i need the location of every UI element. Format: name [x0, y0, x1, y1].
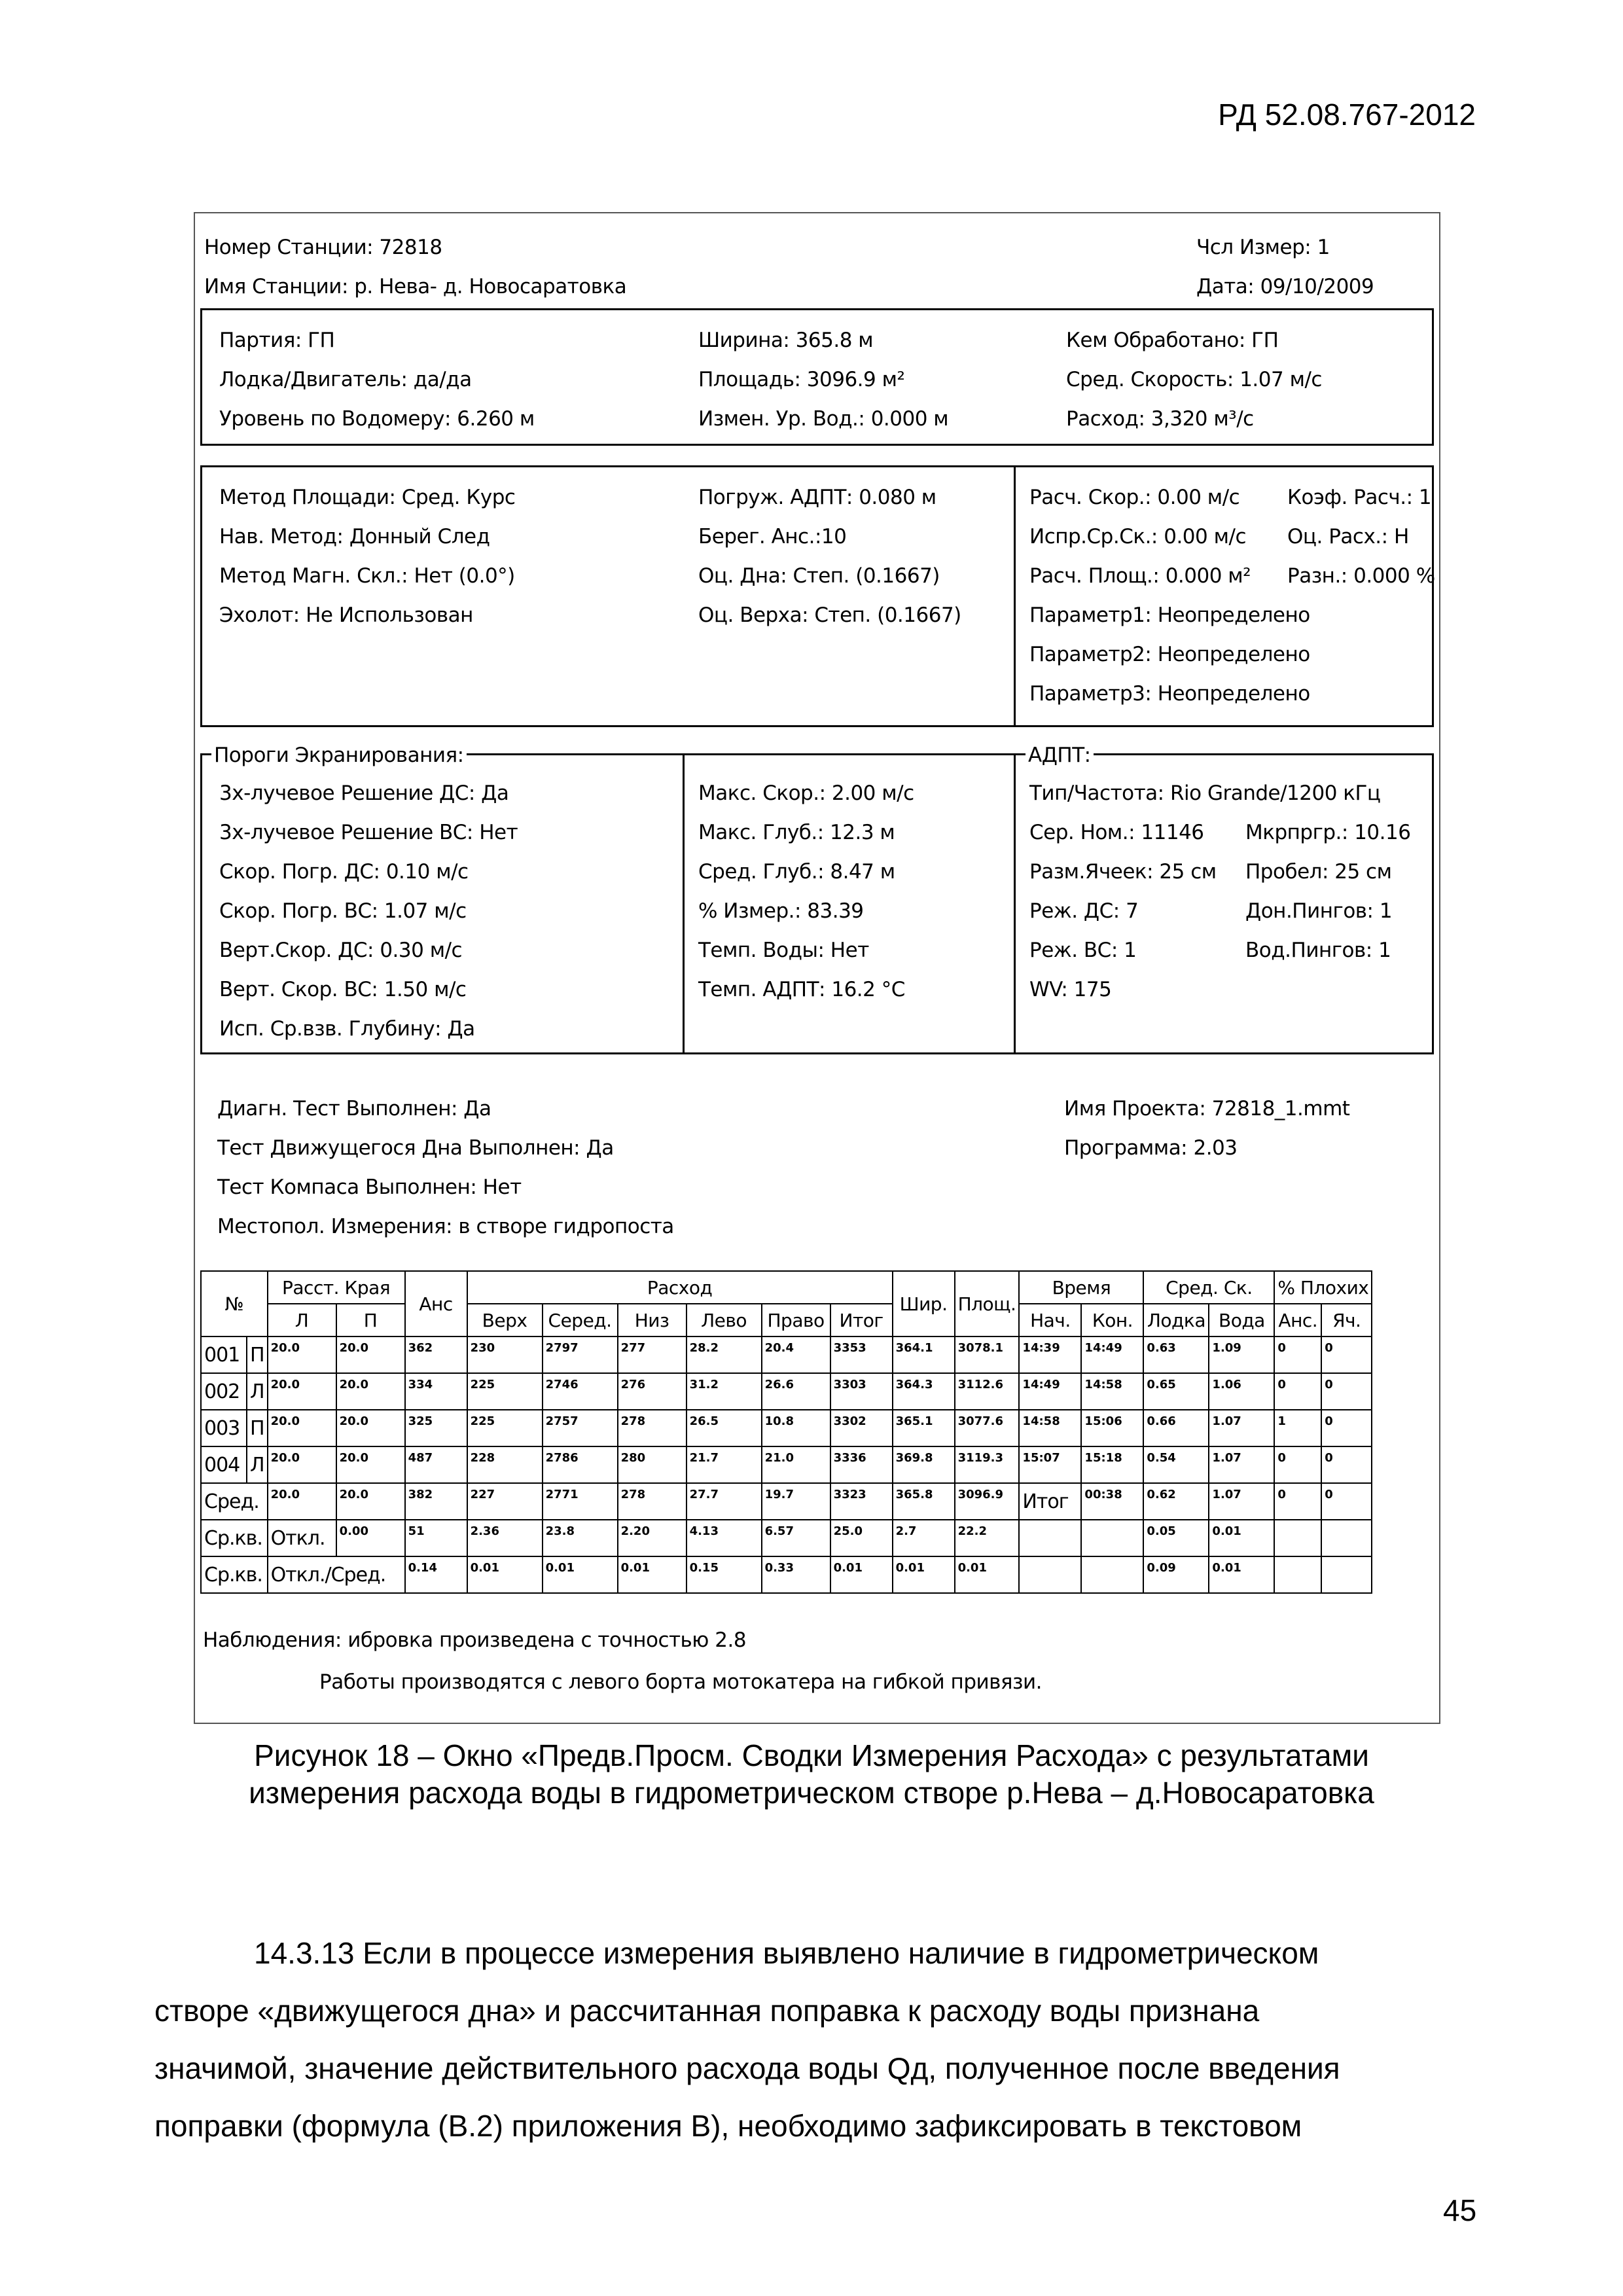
shore-ensembles: Берег. Анс.:10	[698, 525, 847, 548]
station-name: Имя Станции: р. Нева- д. Новосаратовка	[204, 275, 627, 298]
cell: 0.63	[1143, 1336, 1209, 1373]
cell: 0	[1321, 1410, 1372, 1446]
cell: 0.14	[405, 1556, 467, 1593]
cell: 487	[405, 1446, 467, 1483]
adcp-depth: Погруж. АДПТ: 0.080 м	[698, 486, 936, 509]
col-bad-ensembles: Анс.	[1274, 1304, 1321, 1336]
mean-depth: Сред. Глуб.: 8.47 м	[698, 860, 895, 884]
top-estimate: Оц. Верха: Степ. (0.1667)	[698, 603, 961, 627]
project-name: Имя Проекта: 72818_1.mmt	[1064, 1097, 1350, 1121]
cell: 20.0	[268, 1483, 336, 1520]
col-start: Нач.	[1019, 1304, 1081, 1336]
cell: 10.8	[762, 1410, 830, 1446]
table-cv-row	[201, 1556, 1372, 1593]
echosounder: Эхолот: Не Использован	[219, 603, 473, 627]
cell: 3302	[830, 1410, 893, 1446]
cell: Откл./Сред.	[268, 1556, 405, 1593]
blank-distance: Пробел: 25 см	[1245, 860, 1392, 884]
cell: 278	[618, 1410, 687, 1446]
col-mean-velocity: Сред. Ск.	[1143, 1271, 1274, 1304]
threshold-3: Скор. Погр. ДС: 0.10 м/с	[219, 860, 469, 884]
cell: 00:38	[1081, 1483, 1143, 1520]
cell: Откл.	[268, 1520, 336, 1556]
cell: 0.01	[1209, 1556, 1274, 1593]
mean-velocity: Сред. Скорость: 1.07 м/с	[1066, 368, 1322, 391]
cell-size: Разм.Ячеек: 25 см	[1029, 860, 1217, 884]
bottom-pings: Дон.Пингов: 1	[1245, 899, 1393, 923]
threshold-4: Скор. Погр. ВС: 1.07 м/с	[219, 899, 467, 923]
cell: 382	[405, 1483, 467, 1520]
cell: 0.05	[1143, 1520, 1209, 1556]
cell: 001	[201, 1336, 247, 1373]
thresholds-title: Пороги Экранирования:	[211, 744, 467, 767]
col-bottom: Низ	[618, 1304, 687, 1336]
cell: 0.01	[543, 1556, 618, 1593]
measurement-location: Местопол. Измерения: в створе гидропоста	[217, 1215, 674, 1238]
cell: 14:49	[1081, 1336, 1143, 1373]
cell: 334	[405, 1373, 467, 1410]
mag-method: Метод Магн. Скл.: Нет (0.0°)	[219, 564, 515, 588]
cell: 1.07	[1209, 1446, 1274, 1483]
cell: 227	[467, 1483, 543, 1520]
cell: 3119.3	[955, 1446, 1020, 1483]
cell: 14:58	[1081, 1373, 1143, 1410]
col-water: Вода	[1209, 1304, 1274, 1336]
party: Партия: ГП	[219, 329, 335, 352]
page-number: 45	[1443, 2193, 1477, 2227]
cell: 20.0	[268, 1373, 336, 1410]
cell: 3096.9	[955, 1483, 1020, 1520]
cell: 15:07	[1019, 1446, 1081, 1483]
adcp-title: АДПТ:	[1026, 744, 1094, 767]
cell: 0	[1274, 1373, 1321, 1410]
cell: 27.7	[687, 1483, 762, 1520]
cell: 225	[467, 1410, 543, 1446]
divider	[1014, 467, 1016, 725]
cell: 2.36	[467, 1520, 543, 1556]
cell: 20.0	[336, 1483, 405, 1520]
discharge: Расход: 3,320 м³/с	[1066, 407, 1254, 431]
gauge-level: Уровень по Водомеру: 6.260 м	[219, 407, 535, 431]
cell: 002	[201, 1373, 247, 1410]
table-stddev-row	[201, 1520, 1372, 1556]
cell: 0.65	[1143, 1373, 1209, 1410]
col-width: Шир.	[893, 1271, 955, 1336]
col-boat: Лодка	[1143, 1304, 1209, 1336]
bottom-track-mode: Реж. ДС: 7	[1029, 899, 1139, 923]
discharge-summary-report	[194, 212, 1440, 1724]
cell	[1274, 1556, 1321, 1593]
bottom-estimate: Оц. Дна: Степ. (0.1667)	[698, 564, 940, 588]
cell: 31.2	[687, 1373, 762, 1410]
table-subheader-row	[201, 1304, 1372, 1336]
cell: 23.8	[543, 1520, 618, 1556]
cell: 3353	[830, 1336, 893, 1373]
table-row	[201, 1410, 1372, 1446]
col-middle: Серед.	[543, 1304, 618, 1336]
cell: 0.33	[762, 1556, 830, 1593]
parameter-3: Параметр3: Неопределено	[1029, 682, 1310, 706]
discharge-estimate: Оц. Расх.: Н	[1287, 525, 1409, 548]
cell: 004	[201, 1446, 247, 1483]
compass-test: Тест Компаса Выполнен: Нет	[217, 1175, 522, 1199]
cell: 0	[1321, 1336, 1372, 1373]
cell: 2746	[543, 1373, 618, 1410]
max-velocity: Макс. Скор.: 2.00 м/с	[698, 781, 914, 805]
divider	[683, 755, 685, 1052]
cell: 369.8	[893, 1446, 955, 1483]
table-mean-row	[201, 1483, 1372, 1520]
cell: 15:06	[1081, 1410, 1143, 1446]
notes-line-1: Наблюдения: ибровка произведена с точностью 2.8	[203, 1628, 747, 1652]
cell: 280	[618, 1446, 687, 1483]
threshold-7: Исп. Ср.взв. Глубину: Да	[219, 1017, 475, 1041]
cell: 21.0	[762, 1446, 830, 1483]
cell: 0	[1274, 1446, 1321, 1483]
cell: 0	[1321, 1446, 1372, 1483]
cell: 20.0	[268, 1410, 336, 1446]
adcp-temp: Темп. АДПТ: 16.2 °C	[698, 978, 905, 1001]
col-edge-distance: Расст. Края	[268, 1271, 405, 1304]
cell: 0.01	[955, 1556, 1020, 1593]
cell: Итог	[1019, 1483, 1081, 1520]
cell: 25.0	[830, 1520, 893, 1556]
area-method: Метод Площади: Сред. Курс	[219, 486, 516, 509]
program-version: Программа: 2.03	[1064, 1136, 1238, 1160]
boat-motor: Лодка/Двигатель: да/да	[219, 368, 472, 391]
col-ensembles: Анс	[405, 1271, 467, 1336]
parameter-1: Параметр1: Неопределено	[1029, 603, 1310, 627]
table-row	[201, 1336, 1372, 1373]
cell: 20.0	[336, 1336, 405, 1373]
cell: 2786	[543, 1446, 618, 1483]
cell: 0.01	[467, 1556, 543, 1593]
cell: 20.0	[268, 1446, 336, 1483]
wv-value: WV: 175	[1029, 978, 1112, 1001]
cell: 1.09	[1209, 1336, 1274, 1373]
cell: 20.0	[336, 1410, 405, 1446]
col-top: Верх	[467, 1304, 543, 1336]
cell: Л	[247, 1373, 268, 1410]
cell: 1.07	[1209, 1483, 1274, 1520]
methods-box	[200, 465, 1434, 727]
cell: 0.01	[618, 1556, 687, 1593]
col-bad-cells: Яч.	[1321, 1304, 1372, 1336]
threshold-6: Верт. Скор. ВС: 1.50 м/с	[219, 978, 467, 1001]
col-right-bank: Право	[762, 1304, 830, 1336]
cell: 3303	[830, 1373, 893, 1410]
divider	[1014, 755, 1016, 1052]
cell: 22.2	[955, 1520, 1020, 1556]
measurement-count: Чсл Измер: 1	[1196, 236, 1330, 259]
cell	[1321, 1556, 1372, 1593]
level-change: Измен. Ур. Вод.: 0.000 м	[698, 407, 949, 431]
cell: 0.54	[1143, 1446, 1209, 1483]
cell: Ср.кв.	[201, 1520, 268, 1556]
water-temp: Темп. Воды: Нет	[698, 939, 869, 962]
cell: 1.06	[1209, 1373, 1274, 1410]
cell: 3336	[830, 1446, 893, 1483]
cell: 51	[405, 1520, 467, 1556]
table-header-row	[201, 1271, 1372, 1304]
threshold-5: Верт.Скор. ДС: 0.30 м/с	[219, 939, 463, 962]
max-depth: Макс. Глуб.: 12.3 м	[698, 821, 895, 844]
cell: 0	[1274, 1483, 1321, 1520]
cell: 0.00	[336, 1520, 405, 1556]
general-info-box	[200, 308, 1434, 446]
cell: 19.7	[762, 1483, 830, 1520]
cell: 0.01	[893, 1556, 955, 1593]
water-track-mode: Реж. ВС: 1	[1029, 939, 1137, 962]
calc-coefficient: Коэф. Расч.: 1	[1287, 486, 1432, 509]
cell: 26.6	[762, 1373, 830, 1410]
col-area: Площ.	[955, 1271, 1020, 1336]
cell: 278	[618, 1483, 687, 1520]
firmware: Мкрпргр.: 10.16	[1245, 821, 1411, 844]
cell: 0.01	[830, 1556, 893, 1593]
cell: 0	[1274, 1336, 1321, 1373]
cell: П	[247, 1410, 268, 1446]
measurements-table	[200, 1270, 1372, 1594]
cell: 3078.1	[955, 1336, 1020, 1373]
col-end: Кон.	[1081, 1304, 1143, 1336]
figure-caption-line-2: измерения расхода воды в гидрометрическом створе р.Нева – д.Новосаратовка	[249, 1776, 1374, 1810]
cell: 26.5	[687, 1410, 762, 1446]
cell: П	[247, 1336, 268, 1373]
cell: Л	[247, 1446, 268, 1483]
cell: 230	[467, 1336, 543, 1373]
difference: Разн.: 0.000 %	[1287, 564, 1435, 588]
cell: Ср.кв.	[201, 1556, 268, 1593]
col-total: Итог	[830, 1304, 893, 1336]
cell: 21.7	[687, 1446, 762, 1483]
col-left-bank: Лево	[687, 1304, 762, 1336]
area: Площадь: 3096.9 м²	[698, 368, 905, 391]
cell: 364.3	[893, 1373, 955, 1410]
cell	[1019, 1556, 1081, 1593]
cell: 0	[1321, 1373, 1372, 1410]
cell: 225	[467, 1373, 543, 1410]
adcp-type: Тип/Частота: Rio Grande/1200 кГц	[1029, 781, 1381, 805]
cell: 325	[405, 1410, 467, 1446]
cell: 3112.6	[955, 1373, 1020, 1410]
cell: 365.8	[893, 1483, 955, 1520]
station-number: Номер Станции: 72818	[204, 236, 442, 259]
cell: 14:58	[1019, 1410, 1081, 1446]
measurement-date: Дата: 09/10/2009	[1196, 275, 1374, 298]
cell: 003	[201, 1410, 247, 1446]
cell: 0.66	[1143, 1410, 1209, 1446]
cell	[1019, 1520, 1081, 1556]
cell: 276	[618, 1373, 687, 1410]
threshold-2: 3х-лучевое Решение ВС: Нет	[219, 821, 518, 844]
width: Ширина: 365.8 м	[698, 329, 874, 352]
col-time: Время	[1019, 1271, 1143, 1304]
cell: 0.62	[1143, 1483, 1209, 1520]
diagnostic-test: Диагн. Тест Выполнен: Да	[217, 1097, 491, 1121]
cell: 6.57	[762, 1520, 830, 1556]
cell	[1274, 1520, 1321, 1556]
serial-number: Сер. Ном.: 11146	[1029, 821, 1204, 844]
table-row	[201, 1373, 1372, 1410]
cell: 4.13	[687, 1520, 762, 1556]
moving-bed-test: Тест Движущегося Дна Выполнен: Да	[217, 1136, 614, 1160]
processed-by: Кем Обработано: ГП	[1066, 329, 1279, 352]
col-discharge: Расход	[467, 1271, 893, 1304]
col-left: Л	[268, 1304, 336, 1336]
cell: 14:39	[1019, 1336, 1081, 1373]
cell: 2771	[543, 1483, 618, 1520]
cell: 20.0	[336, 1446, 405, 1483]
paragraph-line-4: поправки (формула (В.2) приложения В), необходимо зафиксировать в текстовом	[154, 2109, 1302, 2143]
cell: 228	[467, 1446, 543, 1483]
thresholds-box	[200, 744, 1434, 1054]
col-number: №	[201, 1271, 268, 1336]
notes-line-2: Работы производятся с левого борта мотокатера на гибкой привязи.	[319, 1670, 1043, 1694]
cell: 0.09	[1143, 1556, 1209, 1593]
paragraph-line-1: 14.3.13 Если в процессе измерения выявлено наличие в гидрометрическом	[254, 1936, 1319, 1970]
cell: Сред.	[201, 1483, 268, 1520]
table-row	[201, 1446, 1372, 1483]
water-pings: Вод.Пингов: 1	[1245, 939, 1391, 962]
cell: 277	[618, 1336, 687, 1373]
cell: 3323	[830, 1483, 893, 1520]
cell: 2757	[543, 1410, 618, 1446]
cell: 20.0	[336, 1373, 405, 1410]
corrected-velocity: Испр.Ср.Ск.: 0.00 м/с	[1029, 525, 1246, 548]
figure-caption-line-1: Рисунок 18 – Окно «Предв.Просм. Сводки Измерения Расхода» с результатами	[254, 1738, 1369, 1772]
parameter-2: Параметр2: Неопределено	[1029, 643, 1310, 666]
cell: 1.07	[1209, 1410, 1274, 1446]
threshold-1: 3х-лучевое Решение ДС: Да	[219, 781, 509, 805]
cell: 20.0	[268, 1336, 336, 1373]
cell: 0	[1321, 1483, 1372, 1520]
calc-velocity: Расч. Скор.: 0.00 м/с	[1029, 486, 1240, 509]
cell: 0.15	[687, 1556, 762, 1593]
cell	[1081, 1556, 1143, 1593]
document-code: РД 52.08.767-2012	[1218, 98, 1476, 132]
cell: 362	[405, 1336, 467, 1373]
cell: 2797	[543, 1336, 618, 1373]
col-right: П	[336, 1304, 405, 1336]
cell: 0.01	[1209, 1520, 1274, 1556]
paragraph-line-3: значимой, значение действительного расхода воды Qд, полученное после введения	[154, 2051, 1340, 2085]
cell: 14:49	[1019, 1373, 1081, 1410]
cell: 2.7	[893, 1520, 955, 1556]
nav-method: Нав. Метод: Донный След	[219, 525, 490, 548]
calc-area: Расч. Площ.: 0.000 м²	[1029, 564, 1251, 588]
cell: 3077.6	[955, 1410, 1020, 1446]
cell: 365.1	[893, 1410, 955, 1446]
cell: 364.1	[893, 1336, 955, 1373]
cell: 28.2	[687, 1336, 762, 1373]
cell: 15:18	[1081, 1446, 1143, 1483]
percent-measured: % Измер.: 83.39	[698, 899, 864, 923]
cell: 1	[1274, 1410, 1321, 1446]
cell: 20.4	[762, 1336, 830, 1373]
cell	[1321, 1520, 1372, 1556]
col-bad-percent: % Плохих	[1274, 1271, 1372, 1304]
cell: 2.20	[618, 1520, 687, 1556]
cell	[1081, 1520, 1143, 1556]
paragraph-line-2: створе «движущегося дна» и рассчитанная поправка к расходу воды признана	[154, 1994, 1260, 2028]
